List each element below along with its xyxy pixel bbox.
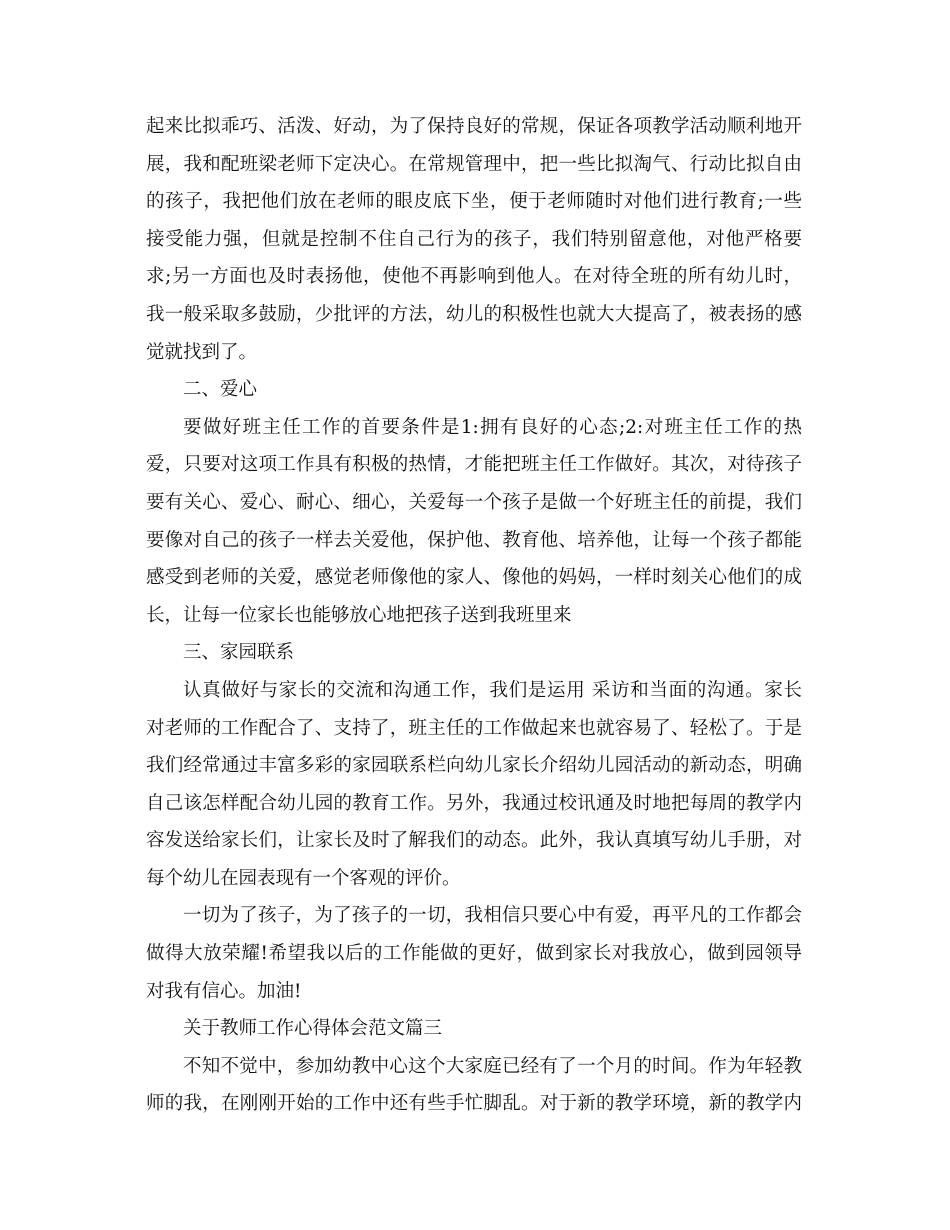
paragraph-line-indented: 认真做好与家长的交流和沟通工作，我们是运用 采访和当面的沟通。家长 bbox=[183, 679, 802, 701]
document-body bbox=[146, 108, 802, 1123]
paragraph-line: 要有关心、爱心、耐心、细心，关爱每一个孩子是做一个好班主任的前提，我们 bbox=[146, 491, 802, 513]
paragraph-line-indented: 一切为了孩子，为了孩子的一切，我相信只要心中有爱，再平凡的工作都会 bbox=[183, 905, 802, 927]
paragraph-line: 要像对自己的孩子一样去关爱他，保护他、教育他、培养他，让每一个孩子都能 bbox=[146, 529, 802, 551]
paragraph-line: 师的我，在刚刚开始的工作中还有些手忙脚乱。对于新的教学环境，新的教学内 bbox=[146, 1093, 802, 1115]
paragraph-line-indented: 要做好班主任工作的首要条件是1:拥有良好的心态;2:对班主任工作的热 bbox=[183, 416, 802, 438]
paragraph-line: 感受到老师的关爱，感觉老师像他的家人、像他的妈妈，一样时刻关心他们的成 bbox=[146, 567, 802, 589]
paragraph-line: 觉就找到了。 bbox=[146, 341, 258, 363]
paragraph-line-indented: 关于教师工作心得体会范文篇三 bbox=[183, 1018, 443, 1040]
paragraph-line: 展，我和配班梁老师下定决心。在常规管理中，把一些比拟淘气、行动比拟自由 bbox=[146, 153, 802, 175]
paragraph-line: 我们经常通过丰富多彩的家园联系栏向幼儿家长介绍幼儿园活动的新动态，明确 bbox=[146, 755, 802, 777]
paragraph-line-indented: 不知不觉中，参加幼教中心这个大家庭已经有了一个月的时间。作为年轻教 bbox=[183, 1055, 802, 1077]
paragraph-line: 对我有信心。加油! bbox=[146, 980, 302, 1002]
paragraph-line: 每个幼儿在园表现有一个客观的评价。 bbox=[146, 867, 461, 889]
paragraph-line: 起来比拟乖巧、活泼、好动，为了保持良好的常规，保证各项教学活动顺利地开 bbox=[146, 116, 802, 137]
paragraph-line: 求;另一方面也及时表扬他，使他不再影响到他人。在对待全班的所有幼儿时， bbox=[146, 266, 802, 288]
paragraph-line: 爱，只要对这项工作具有积极的热情，才能把班主任工作做好。其次，对待孩子 bbox=[146, 454, 802, 476]
paragraph-line: 我一般采取多鼓励，少批评的方法，幼儿的积极性也就大大提高了，被表扬的感 bbox=[146, 303, 802, 325]
paragraph-line-indented: 三、家园联系 bbox=[183, 642, 295, 664]
paragraph-line: 容发送给家长们，让家长及时了解我们的动态。此外，我认真填写幼儿手册，对 bbox=[146, 830, 802, 852]
paragraph-line: 接受能力强，但就是控制不住自己行为的孩子，我们特别留意他，对他严格要 bbox=[146, 228, 802, 250]
paragraph-line-indented: 二、爱心 bbox=[183, 379, 258, 401]
paragraph-line: 对老师的工作配合了、支持了，班主任的工作做起来也就容易了、轻松了。于是 bbox=[146, 717, 802, 739]
paragraph-line: 做得大放荣耀!希望我以后的工作能做的更好，做到家长对我放心，做到园领导 bbox=[146, 943, 802, 965]
paragraph-line: 自己该怎样配合幼儿园的教育工作。另外，我通过校讯通及时地把每周的教学内 bbox=[146, 792, 802, 814]
paragraph-line: 长，让每一位家长也能够放心地把孩子送到我班里来 bbox=[146, 604, 572, 626]
paragraph-line: 的孩子，我把他们放在老师的眼皮底下坐，便于老师随时对他们进行教育;一些 bbox=[146, 191, 802, 213]
